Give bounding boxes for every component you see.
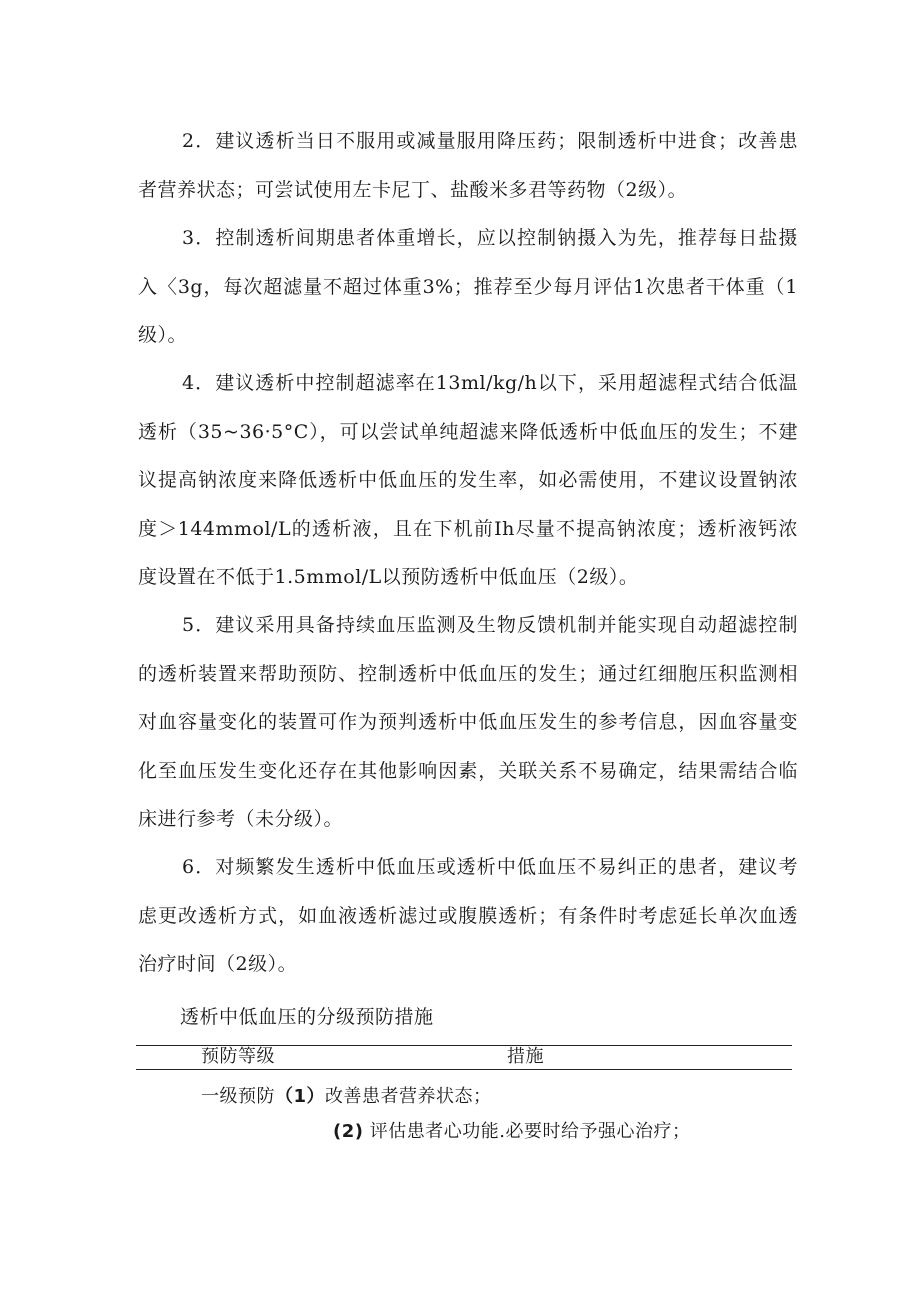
row-level: 一级预防 bbox=[201, 1086, 275, 1107]
row-number: (2) bbox=[333, 1121, 364, 1142]
table-row bbox=[333, 1119, 690, 1145]
row-measure: 评估患者心功能.必要时给予强心治疗； bbox=[369, 1121, 691, 1142]
table-title: 透析中低血压的分级预防措施 bbox=[180, 1006, 434, 1028]
paragraph-3: 3．控制透析间期患者体重增长，应以控制钠摄入为先，推荐每日盐摄入〈3g，每次超滤量不超过体重3%；推荐至少每月评估1次患者干体重（1级）。 bbox=[138, 227, 798, 346]
table-header-level: 预防等级 bbox=[201, 1046, 275, 1067]
paragraph-4: 4．建议透析中控制超滤率在13ml/kg/h以下，采用超滤程式结合低温透析（35~36·5°C），可以尝试单纯超滤来降低透析中低血压的发生；不建议提高钠浓度来降低透析中低血压的发生率，如必需使用，不建议设置钠浓度＞144mmol/L的透析液，且在下机前Ih尽量不提高钠浓度；透析液钙浓度设置在不低于1.5mmol/L以预防透析中低血压（2级）。 bbox=[138, 372, 798, 588]
paragraph-6: 6．对频繁发生透析中低血压或透析中低血压不易纠正的患者，建议考虑更改透析方式，如血液透析滤过或腹膜透析；有条件时考虑延长单次血透治疗时间（2级）。 bbox=[138, 856, 798, 975]
table-header-measure: 措施 bbox=[507, 1046, 544, 1067]
table-header-rule bbox=[136, 1069, 792, 1070]
paragraph-2: 2．建议透析当日不服用或减量服用降压药；限制透析中进食；改善患者营养状态；可尝试使用左卡尼丁、盐酸米多君等药物（2级）。 bbox=[138, 130, 798, 201]
row-measure: 改善患者营养状态； bbox=[325, 1086, 492, 1107]
table-row bbox=[201, 1084, 492, 1110]
paragraph-5: 5．建议采用具备持续血压监测及生物反馈机制并能实现自动超滤控制的透析装置来帮助预防、控制透析中低血压的发生；通过红细胞压积监测相对血容量变化的装置可作为预判透析中低血压发生的参考信息，因血容量变化至血压发生变化还存在其他影响因素，关联关系不易确定，结果需结合临床进行参考（未分级）。 bbox=[138, 614, 798, 830]
row-number: （1） bbox=[275, 1086, 326, 1107]
